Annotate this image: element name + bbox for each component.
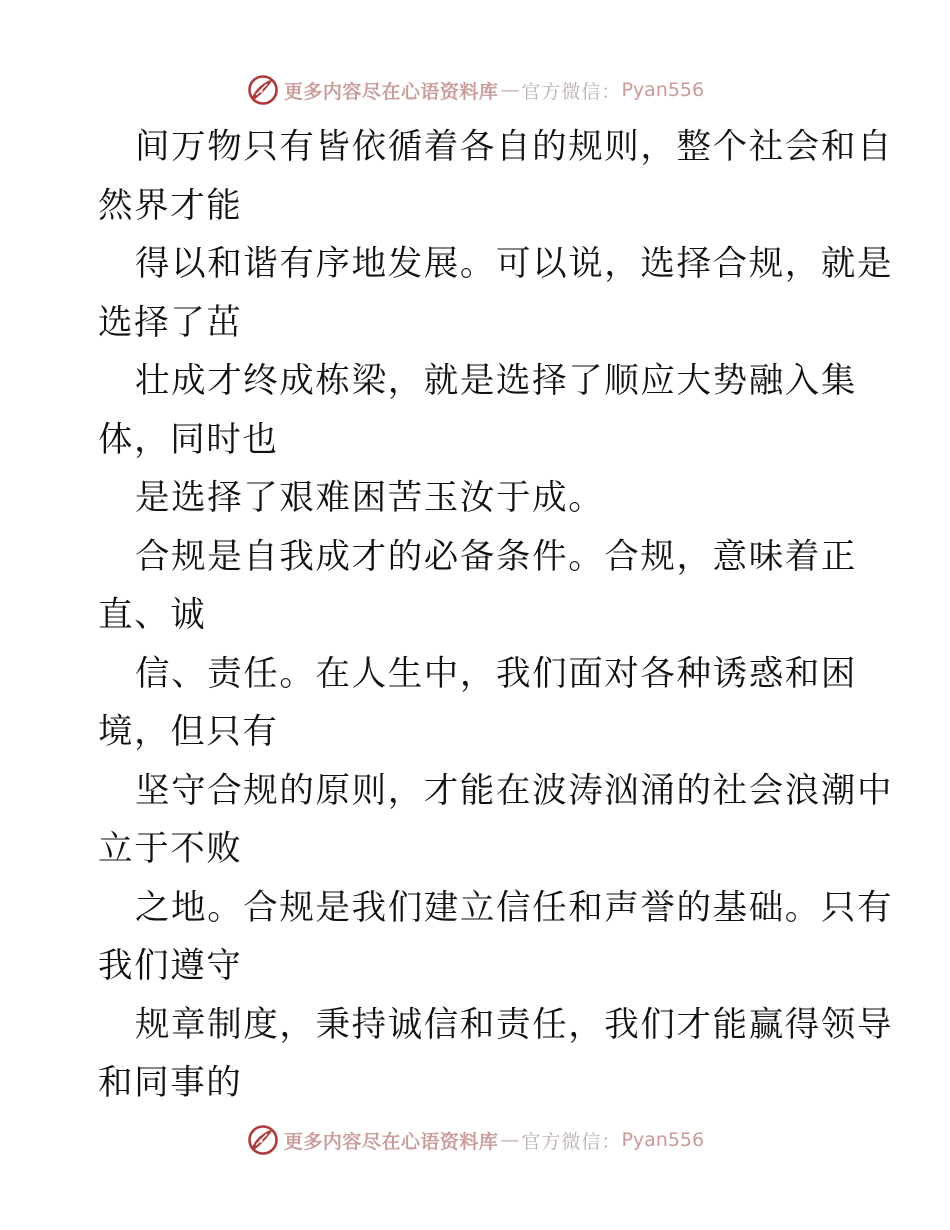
footer-brand-text: 更多内容尽在心语资料库	[283, 1130, 499, 1153]
header-watermark	[0, 70, 950, 110]
text-line: 间万物只有皆依循着各自的规则，整个社会和自	[135, 127, 894, 167]
header-brand-text: 更多内容尽在心语资料库	[283, 80, 499, 103]
text-line: 信、责任。在人生中，我们面对各种诱惑和困	[135, 653, 857, 694]
text-line: 我们遵守	[98, 946, 243, 986]
footer-dash: —	[500, 1129, 520, 1151]
text-line: 合规是自我成才的必备条件。合规，意味着正	[135, 536, 857, 577]
text-line: 规章制度，秉持诚信和责任，我们才能赢得领导	[135, 1004, 894, 1045]
text-line: 得以和谐有序地发展。可以说，选择合规，就是	[135, 244, 894, 284]
text-line: 直、诚	[98, 595, 207, 635]
text-line: 境，但只有	[98, 712, 279, 752]
footer-wechat-id: Pyan556	[621, 1129, 705, 1151]
header-dash: —	[500, 79, 520, 101]
text-line: 体，同时也	[98, 419, 279, 460]
text-line: 然界才能	[98, 185, 243, 226]
pen-nib-logo-icon	[246, 1123, 280, 1157]
text-line: 是选择了艰难困苦玉汝于成。	[135, 478, 605, 518]
text-line: 立于不败	[98, 829, 243, 869]
header-contact-label: 官方微信：	[521, 80, 622, 103]
footer-watermark	[0, 1120, 950, 1160]
text-line: 之地。合规是我们建立信任和声誉的基础。只有	[135, 887, 894, 928]
footer-contact-label: 官方微信：	[521, 1130, 622, 1153]
text-line: 壮成才终成栋梁，就是选择了顺应大势融入集	[135, 361, 857, 401]
text-line: 坚守合规的原则，才能在波涛汹涌的社会浪潮中	[135, 770, 894, 811]
pen-nib-logo-icon	[246, 73, 280, 107]
text-line: 和同事的	[98, 1063, 243, 1103]
body-text	[98, 118, 894, 1113]
text-line: 选择了茁	[98, 302, 243, 343]
header-wechat-id: Pyan556	[621, 79, 705, 101]
